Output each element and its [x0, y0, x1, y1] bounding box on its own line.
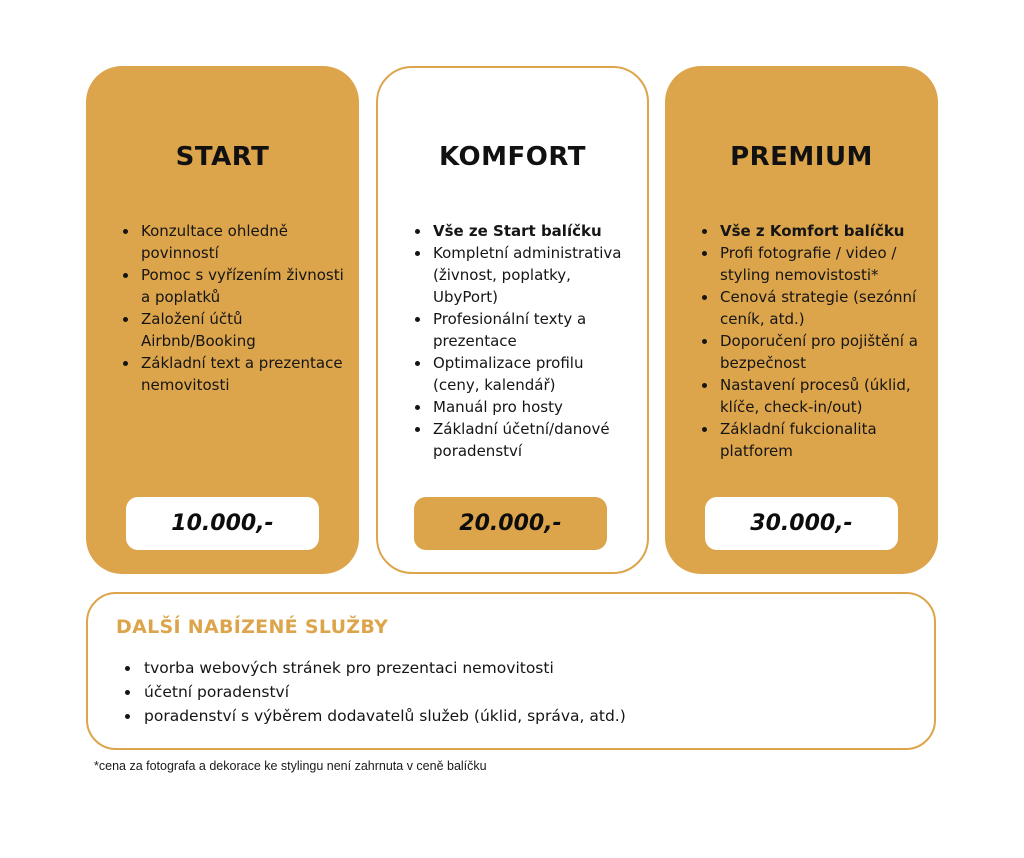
- price-badge: 20.000,-: [414, 497, 607, 550]
- feature-item: Základní účetní/danové poradenství: [412, 418, 633, 462]
- feature-item: Základní text a prezentace nemovitosti: [120, 352, 345, 396]
- feature-item: Profi fotografie / video / styling nemovistosti*: [699, 242, 924, 286]
- extra-services-box: [86, 592, 936, 750]
- extra-services-list: [122, 656, 626, 728]
- extra-service-item: poradenství s výběrem dodavatelů služeb (úklid, správa, atd.): [122, 704, 626, 728]
- feature-item: Optimalizace profilu (ceny, kalendář): [412, 352, 633, 396]
- price-badge: 10.000,-: [126, 497, 319, 550]
- feature-item: Vše ze Start balíčku: [412, 220, 633, 242]
- feature-item: Doporučení pro pojištění a bezpečnost: [699, 330, 924, 374]
- feature-item: Nastavení procesů (úklid, klíče, check-in/out): [699, 374, 924, 418]
- feature-item: Založení účtů Airbnb/Booking: [120, 308, 345, 352]
- extra-services-title: DALŠÍ NABÍZENÉ SLUŽBY: [116, 616, 389, 638]
- feature-item: Kompletní administrativa (živnost, poplatky, UbyPort): [412, 242, 633, 308]
- package-title: KOMFORT: [439, 142, 586, 172]
- feature-item: Základní fukcionalita platforem: [699, 418, 924, 462]
- extra-service-item: účetní poradenství: [122, 680, 626, 704]
- price-badge: 30.000,-: [705, 497, 898, 550]
- package-title: START: [175, 142, 270, 172]
- package-title: PREMIUM: [730, 142, 873, 172]
- feature-item: Cenová strategie (sezónní ceník, atd.): [699, 286, 924, 330]
- feature-item: Pomoc s vyřízením živnosti a poplatků: [120, 264, 345, 308]
- feature-item: Konzultace ohledně povinností: [120, 220, 345, 264]
- package-card-premium: [665, 66, 938, 574]
- feature-item: Manuál pro hosty: [412, 396, 633, 418]
- feature-item: Vše z Komfort balíčku: [699, 220, 924, 242]
- feature-item: Profesionální texty a prezentace: [412, 308, 633, 352]
- feature-list: [120, 220, 345, 396]
- extra-service-item: tvorba webových stránek pro prezentaci nemovitosti: [122, 656, 626, 680]
- footnote: *cena za fotografa a dekorace ke stylingu není zahrnuta v ceně balíčku: [94, 759, 487, 773]
- feature-list: [699, 220, 924, 462]
- feature-list: [412, 220, 633, 462]
- package-card-start: [86, 66, 359, 574]
- package-card-komfort: [376, 66, 649, 574]
